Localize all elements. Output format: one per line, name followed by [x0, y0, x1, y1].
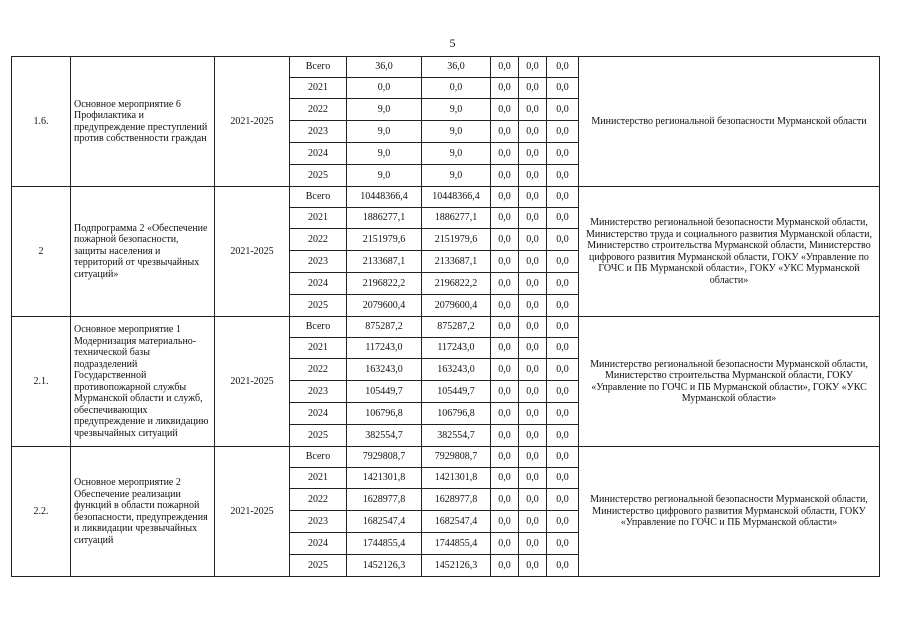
total-cell: 1421301,8 [347, 468, 422, 489]
federal-budget-cell: 0,0 [491, 403, 519, 425]
regional-budget-cell: 9,0 [422, 99, 491, 121]
other-sources-cell: 0,0 [547, 555, 579, 577]
item-name: Основное мероприятие 1 Модернизация материально-технической базы подразделений Государственной противопожарной службы Мурманской области и служб, обеспечивающих предупреждение и ликвидацию чрезвычайных ситуаций [71, 317, 215, 447]
other-sources-cell: 0,0 [547, 489, 579, 511]
federal-budget-cell: 0,0 [491, 317, 519, 338]
total-cell: 382554,7 [347, 425, 422, 447]
regional-budget-cell: 7929808,7 [422, 447, 491, 468]
total-cell: 1886277,1 [347, 208, 422, 229]
other-sources-cell: 0,0 [547, 165, 579, 187]
local-budget-cell: 0,0 [519, 187, 547, 208]
total-cell: 0,0 [347, 78, 422, 99]
federal-budget-cell: 0,0 [491, 208, 519, 229]
total-cell: 1682547,4 [347, 511, 422, 533]
federal-budget-cell: 0,0 [491, 57, 519, 78]
federal-budget-cell: 0,0 [491, 251, 519, 273]
year-cell: 2021 [290, 78, 347, 99]
other-sources-cell: 0,0 [547, 273, 579, 295]
federal-budget-cell: 0,0 [491, 381, 519, 403]
regional-budget-cell: 2133687,1 [422, 251, 491, 273]
year-cell: 2021 [290, 468, 347, 489]
federal-budget-cell: 0,0 [491, 143, 519, 165]
regional-budget-cell: 1886277,1 [422, 208, 491, 229]
federal-budget-cell: 0,0 [491, 425, 519, 447]
regional-budget-cell: 0,0 [422, 78, 491, 99]
item-name: Подпрограмма 2 «Обеспечение пожарной безопасности, защиты населения и территорий от чрезвычайных ситуаций» [71, 187, 215, 317]
other-sources-cell: 0,0 [547, 57, 579, 78]
executors-cell: Министерство региональной безопасности Мурманской области [579, 57, 880, 187]
other-sources-cell: 0,0 [547, 338, 579, 359]
other-sources-cell: 0,0 [547, 99, 579, 121]
regional-budget-cell: 875287,2 [422, 317, 491, 338]
regional-budget-cell: 106796,8 [422, 403, 491, 425]
year-cell: 2023 [290, 511, 347, 533]
total-cell: 1628977,8 [347, 489, 422, 511]
local-budget-cell: 0,0 [519, 511, 547, 533]
federal-budget-cell: 0,0 [491, 273, 519, 295]
year-cell: 2024 [290, 143, 347, 165]
federal-budget-cell: 0,0 [491, 511, 519, 533]
federal-budget-cell: 0,0 [491, 359, 519, 381]
regional-budget-cell: 2079600,4 [422, 295, 491, 317]
federal-budget-cell: 0,0 [491, 555, 519, 577]
item-number: 2.2. [12, 447, 71, 577]
other-sources-cell: 0,0 [547, 359, 579, 381]
total-cell: 9,0 [347, 121, 422, 143]
year-cell: Всего [290, 317, 347, 338]
local-budget-cell: 0,0 [519, 317, 547, 338]
item-period: 2021-2025 [215, 187, 290, 317]
program-funding-table [11, 56, 880, 577]
total-cell: 10448366,4 [347, 187, 422, 208]
total-cell: 1744855,4 [347, 533, 422, 555]
total-cell: 7929808,7 [347, 447, 422, 468]
year-cell: 2025 [290, 165, 347, 187]
item-number: 2.1. [12, 317, 71, 447]
year-cell: 2024 [290, 533, 347, 555]
year-cell: Всего [290, 187, 347, 208]
federal-budget-cell: 0,0 [491, 489, 519, 511]
total-cell: 163243,0 [347, 359, 422, 381]
local-budget-cell: 0,0 [519, 165, 547, 187]
total-cell: 2133687,1 [347, 251, 422, 273]
federal-budget-cell: 0,0 [491, 338, 519, 359]
year-cell: 2025 [290, 425, 347, 447]
federal-budget-cell: 0,0 [491, 165, 519, 187]
item-period: 2021-2025 [215, 57, 290, 187]
regional-budget-cell: 9,0 [422, 121, 491, 143]
item-name: Основное мероприятие 6 Профилактика и предупреждение преступлений против собственности граждан [71, 57, 215, 187]
local-budget-cell: 0,0 [519, 338, 547, 359]
year-cell: 2021 [290, 208, 347, 229]
regional-budget-cell: 9,0 [422, 165, 491, 187]
table-row [12, 317, 880, 338]
regional-budget-cell: 9,0 [422, 143, 491, 165]
local-budget-cell: 0,0 [519, 468, 547, 489]
total-cell: 2151979,6 [347, 229, 422, 251]
page-number: 5 [449, 36, 456, 50]
other-sources-cell: 0,0 [547, 447, 579, 468]
total-cell: 875287,2 [347, 317, 422, 338]
federal-budget-cell: 0,0 [491, 187, 519, 208]
other-sources-cell: 0,0 [547, 533, 579, 555]
regional-budget-cell: 2151979,6 [422, 229, 491, 251]
local-budget-cell: 0,0 [519, 121, 547, 143]
local-budget-cell: 0,0 [519, 78, 547, 99]
local-budget-cell: 0,0 [519, 381, 547, 403]
federal-budget-cell: 0,0 [491, 447, 519, 468]
year-cell: 2022 [290, 359, 347, 381]
local-budget-cell: 0,0 [519, 359, 547, 381]
total-cell: 2079600,4 [347, 295, 422, 317]
other-sources-cell: 0,0 [547, 229, 579, 251]
local-budget-cell: 0,0 [519, 273, 547, 295]
executors-cell: Министерство региональной безопасности Мурманской области, Министерство цифрового развития Мурманской области, ГОКУ «Управление по ГОЧС и ПБ Мурманской области» [579, 447, 880, 577]
total-cell: 106796,8 [347, 403, 422, 425]
year-cell: Всего [290, 57, 347, 78]
other-sources-cell: 0,0 [547, 317, 579, 338]
regional-budget-cell: 1452126,3 [422, 555, 491, 577]
other-sources-cell: 0,0 [547, 403, 579, 425]
item-period: 2021-2025 [215, 447, 290, 577]
regional-budget-cell: 105449,7 [422, 381, 491, 403]
other-sources-cell: 0,0 [547, 121, 579, 143]
year-cell: 2024 [290, 273, 347, 295]
regional-budget-cell: 163243,0 [422, 359, 491, 381]
year-cell: 2025 [290, 555, 347, 577]
year-cell: 2022 [290, 229, 347, 251]
total-cell: 105449,7 [347, 381, 422, 403]
federal-budget-cell: 0,0 [491, 229, 519, 251]
local-budget-cell: 0,0 [519, 208, 547, 229]
executors-cell: Министерство региональной безопасности Мурманской области, Министерство труда и социального развития Мурманской области, Министерство строительства Мурманской области, Министерство цифрового развития Мурманской области, ГОКУ «Управление по ГОЧС и ПБ Мурманской области», ГОКУ «УКС Мурманской области» [579, 187, 880, 317]
federal-budget-cell: 0,0 [491, 121, 519, 143]
year-cell: 2023 [290, 121, 347, 143]
other-sources-cell: 0,0 [547, 143, 579, 165]
total-cell: 9,0 [347, 165, 422, 187]
local-budget-cell: 0,0 [519, 251, 547, 273]
year-cell: 2023 [290, 381, 347, 403]
local-budget-cell: 0,0 [519, 425, 547, 447]
total-cell: 117243,0 [347, 338, 422, 359]
regional-budget-cell: 36,0 [422, 57, 491, 78]
year-cell: 2024 [290, 403, 347, 425]
regional-budget-cell: 1628977,8 [422, 489, 491, 511]
item-number: 1.6. [12, 57, 71, 187]
regional-budget-cell: 10448366,4 [422, 187, 491, 208]
other-sources-cell: 0,0 [547, 511, 579, 533]
other-sources-cell: 0,0 [547, 251, 579, 273]
federal-budget-cell: 0,0 [491, 78, 519, 99]
local-budget-cell: 0,0 [519, 295, 547, 317]
local-budget-cell: 0,0 [519, 57, 547, 78]
other-sources-cell: 0,0 [547, 381, 579, 403]
local-budget-cell: 0,0 [519, 489, 547, 511]
item-number: 2 [12, 187, 71, 317]
local-budget-cell: 0,0 [519, 555, 547, 577]
regional-budget-cell: 1682547,4 [422, 511, 491, 533]
total-cell: 9,0 [347, 143, 422, 165]
total-cell: 36,0 [347, 57, 422, 78]
other-sources-cell: 0,0 [547, 78, 579, 99]
year-cell: 2021 [290, 338, 347, 359]
other-sources-cell: 0,0 [547, 208, 579, 229]
total-cell: 1452126,3 [347, 555, 422, 577]
federal-budget-cell: 0,0 [491, 468, 519, 489]
federal-budget-cell: 0,0 [491, 99, 519, 121]
regional-budget-cell: 1421301,8 [422, 468, 491, 489]
regional-budget-cell: 382554,7 [422, 425, 491, 447]
executors-cell: Министерство региональной безопасности Мурманской области, Министерство строительства Мурманской области, ГОКУ «Управление по ГОЧС и ПБ Мурманской области», ГОКУ «УКС Мурманской области» [579, 317, 880, 447]
year-cell: 2023 [290, 251, 347, 273]
federal-budget-cell: 0,0 [491, 533, 519, 555]
year-cell: 2022 [290, 99, 347, 121]
item-name: Основное мероприятие 2 Обеспечение реализации функций в области пожарной безопасности, предупреждения и ликвидации чрезвычайных ситуаций [71, 447, 215, 577]
item-period: 2021-2025 [215, 317, 290, 447]
year-cell: 2022 [290, 489, 347, 511]
other-sources-cell: 0,0 [547, 187, 579, 208]
table-row [12, 187, 880, 208]
other-sources-cell: 0,0 [547, 425, 579, 447]
table-row [12, 57, 880, 78]
local-budget-cell: 0,0 [519, 99, 547, 121]
total-cell: 2196822,2 [347, 273, 422, 295]
local-budget-cell: 0,0 [519, 143, 547, 165]
regional-budget-cell: 117243,0 [422, 338, 491, 359]
year-cell: Всего [290, 447, 347, 468]
federal-budget-cell: 0,0 [491, 295, 519, 317]
table-row [12, 447, 880, 468]
other-sources-cell: 0,0 [547, 295, 579, 317]
year-cell: 2025 [290, 295, 347, 317]
local-budget-cell: 0,0 [519, 533, 547, 555]
local-budget-cell: 0,0 [519, 447, 547, 468]
local-budget-cell: 0,0 [519, 229, 547, 251]
total-cell: 9,0 [347, 99, 422, 121]
local-budget-cell: 0,0 [519, 403, 547, 425]
regional-budget-cell: 1744855,4 [422, 533, 491, 555]
other-sources-cell: 0,0 [547, 468, 579, 489]
regional-budget-cell: 2196822,2 [422, 273, 491, 295]
